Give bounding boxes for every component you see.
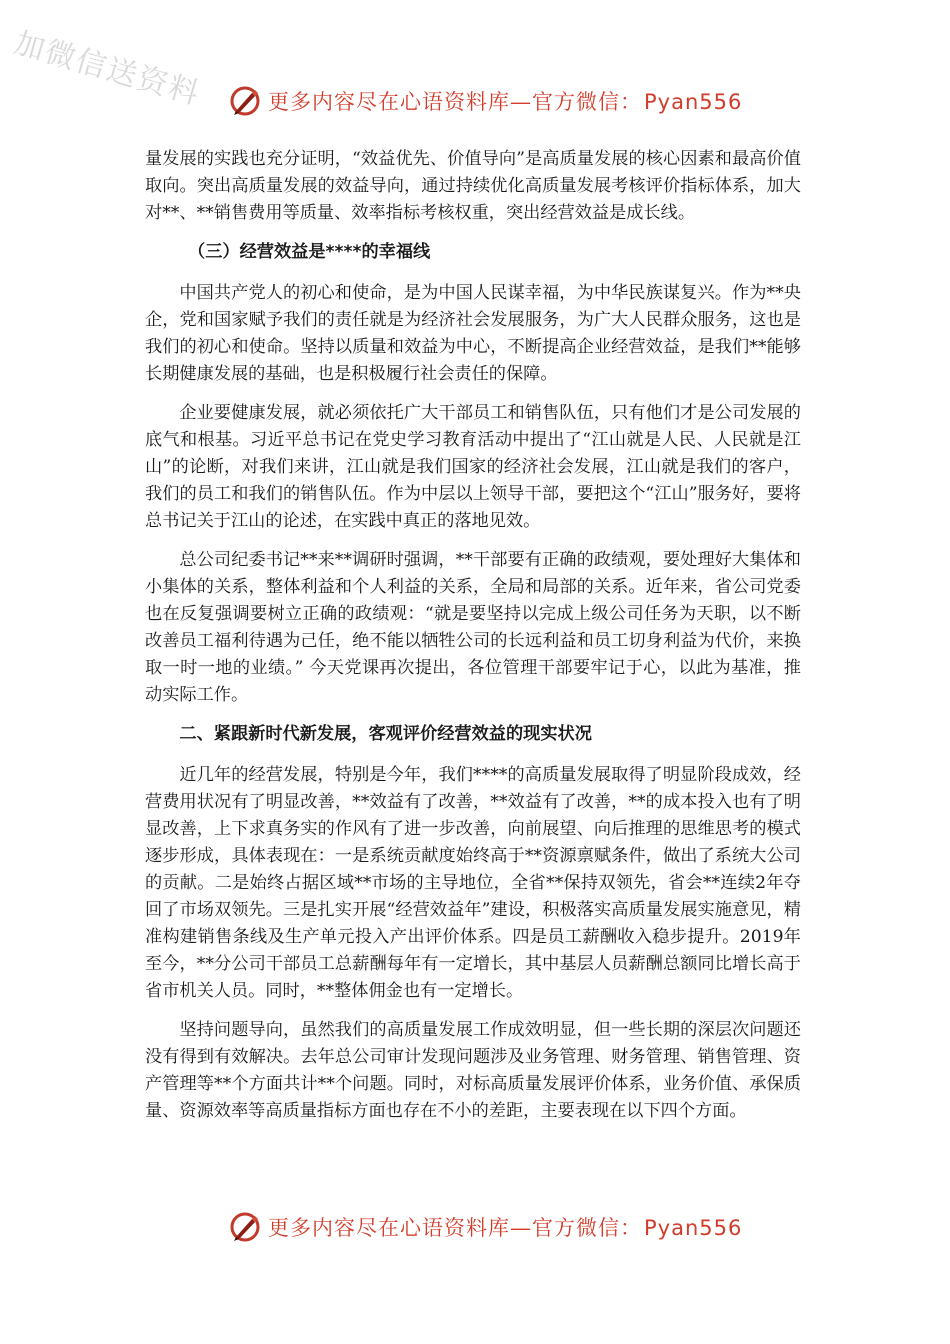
header-brand — [228, 84, 742, 118]
paragraph: 近几年的经营发展，特别是今年，我们****的高质量发展取得了明显阶段成效，经营费用状况有了明显改善，**效益有了改善，**效益有了改善，**的成本投入也有了明显改善，上下求真务实的作风有了进一步改善，向前展望、向后推理的思维思考的模式逐步形成，具体表现在：一是系统贡献度始终高于**资源禀赋条件，做出了系统大公司的贡献。二是始终占据区域**市场的主导地位，全省**保持双领先，省会**连续2年夺回了市场双领先。三是扎实开展“经营效益年”建设，积极落实高质量发展实施意见，精准构建销售条线及生产单元投入产出评价体系。四是员工薪酬收入稳步提升。2019年至今，**分公司干部员工总薪酬每年有一定增长，其中基层人员薪酬总额同比增长高于省市机关人员。同时，**整体佣金也有一定增长。 — [145, 765, 801, 1001]
section-heading: 二、紧跟新时代新发展，客观评价经营效益的现实状况 — [179, 724, 592, 744]
section-heading: （三）经营效益是****的幸福线 — [188, 242, 431, 262]
document-body — [145, 146, 801, 1137]
paragraph: 坚持问题导向，虽然我们的高质量发展工作成效明显，但一些长期的深层次问题还没有得到有效解决。去年总公司审计发现问题涉及业务管理、财务管理、销售管理、资产管理等**个方面共计**个问题。同时，对标高质量发展评价体系，业务价值、承保质量、资源效率等高质量指标方面也存在不小的差距，主要表现在以下四个方面。 — [145, 1020, 801, 1121]
footer-brand-text: 更多内容尽在心语资料库—官方微信：Pyan556 — [268, 1216, 743, 1240]
paragraph: 中国共产党人的初心和使命，是为中国人民谋幸福，为中华民族谋复兴。作为**央企，党和国家赋予我们的责任就是为经济社会发展服务，为广大人民群众服务，这也是我们的初心和使命。坚持以质量和效益为中心，不断提高企业经营效益，是我们**能够长期健康发展的基础，也是积极履行社会责任的保障。 — [145, 283, 801, 384]
watermark-text: 加微信送资料 — [10, 25, 205, 113]
header-brand-text: 更多内容尽在心语资料库—官方微信：Pyan556 — [268, 90, 743, 114]
paragraph: 量发展的实践也充分证明，“效益优先、价值导向”是高质量发展的核心因素和最高价值取向。突出高质量发展的效益导向，通过持续优化高质量发展考核评价指标体系，加大对**、**销售费用等质量、效率指标考核权重，突出经营效益是成长线。 — [145, 149, 801, 223]
paragraph: 企业要健康发展，就必须依托广大干部员工和销售队伍，只有他们才是公司发展的底气和根基。习近平总书记在党史学习教育活动中提出了“江山就是人民、人民就是江山”的论断，对我们来讲，江山就是我们国家的经济社会发展，江山就是我们的客户，我们的员工和我们的销售队伍。作为中层以上领导干部，要把这个“江山”服务好，要将总书记关于江山的论述，在实践中真正的落地见效。 — [145, 403, 801, 531]
paragraph: 总公司纪委书记**来**调研时强调，**干部要有正确的政绩观，要处理好大集体和小集体的关系，整体利益和个人利益的关系，全局和局部的关系。近年来，省公司党委也在反复强调要树立正确的政绩观：“就是要坚持以完成上级公司任务为天职，以不断改善员工福利待遇为己任，绝不能以牺牲公司的长远利益和员工切身利益为代价，来换取一时一地的业绩。” 今天党课再次提出，各位管理干部要牢记于心，以此为基准，推动实际工作。 — [145, 550, 801, 705]
pen-logo-icon — [228, 84, 262, 118]
pen-logo-icon — [228, 1210, 262, 1244]
footer-brand — [228, 1210, 742, 1244]
